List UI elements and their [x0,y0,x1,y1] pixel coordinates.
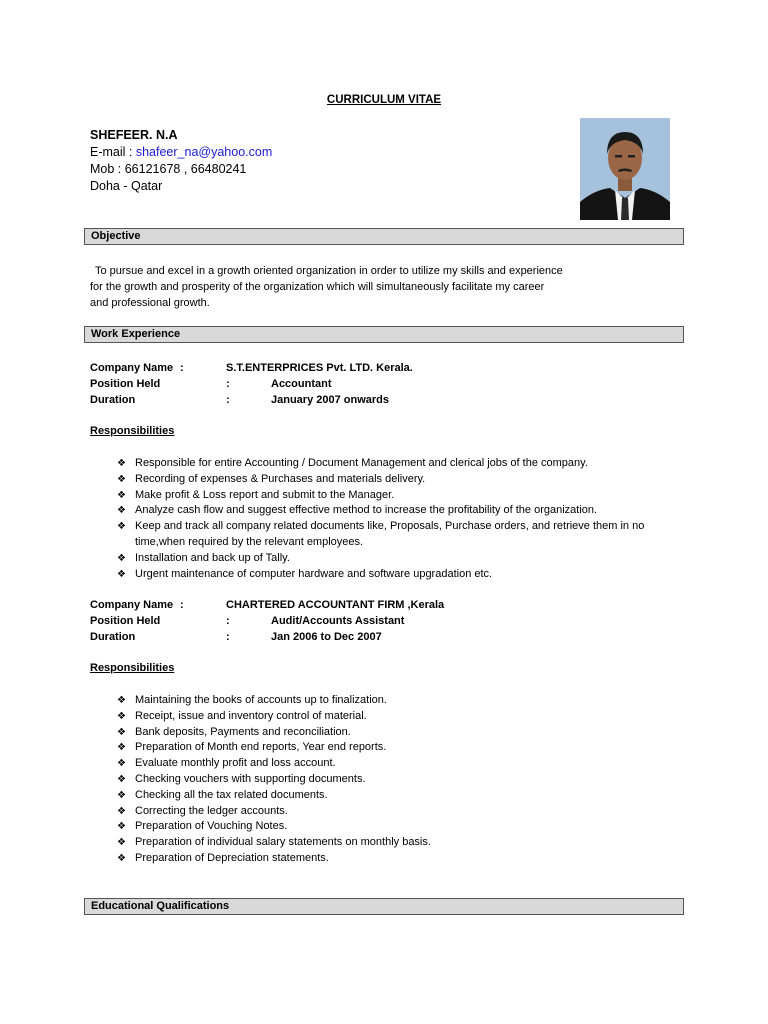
responsibilities-heading: Responsibilities [90,425,175,437]
list-item: ❖ Correcting the ledger accounts. [117,804,687,820]
position-label: Position Held [90,378,161,390]
list-item: ❖ Checking all the tax related documents. [117,788,687,804]
position-value: Accountant [271,378,332,390]
job-details [90,360,650,408]
position-colon: : [226,378,230,390]
bullet-icon: ❖ [117,489,126,501]
list-item: ❖ Preparation of Vouching Notes. [117,819,687,835]
work-experience-heading: Work Experience [84,326,684,343]
duration-label: Duration [90,394,136,406]
responsibilities-heading: Responsibilities [90,662,175,674]
company-name: CHARTERED ACCOUNTANT FIRM ,Kerala [226,599,445,611]
duration-label: Duration [90,631,136,643]
bullet-icon: ❖ [117,789,126,801]
bullet-icon: ❖ [117,773,126,785]
bullet-icon: ❖ [117,837,126,849]
bullet-icon: ❖ [117,458,126,469]
company-row [90,360,650,376]
position-colon: : [226,615,230,627]
objective-text [90,263,610,311]
duration-row [90,629,650,645]
bullet-icon: ❖ [117,852,126,864]
location-line: Doha - Qatar [90,179,163,193]
company-row [90,597,650,613]
objective-heading: Objective [84,228,684,245]
list-item: ❖ Receipt, issue and inventory control of material. [117,709,687,725]
contact-block [90,127,272,195]
duration-value: Jan 2006 to Dec 2007 [271,631,382,643]
duration-value: January 2007 onwards [271,394,390,406]
position-label: Position Held [90,615,161,627]
list-item: ❖ Maintaining the books of accounts up to finalization. [117,693,687,709]
duration-colon: : [226,631,230,643]
profile-photo [580,118,670,220]
objective-line: To pursue and excel in a growth oriented organization in order to utilize my skills and experience [95,265,563,277]
list-item: ❖ Recording of expenses & Purchases and materials delivery. [117,472,687,488]
bullet-icon: ❖ [117,568,126,580]
position-value: Audit/Accounts Assistant [271,615,405,627]
duration-colon: : [226,394,230,406]
bullet-icon: ❖ [117,821,126,833]
position-row [90,613,650,629]
list-item: ❖ Preparation of individual salary statements on monthly basis. [117,835,687,851]
email-line [90,144,272,161]
company-name: S.T.ENTERPRICES Pvt. LTD. Kerala. [226,362,413,374]
responsibilities-list [117,693,687,867]
bullet-icon: ❖ [117,758,126,770]
duration-row [90,392,650,408]
bullet-icon: ❖ [117,695,126,706]
list-item: ❖ Make profit & Loss report and submit to the Manager. [117,488,687,504]
bullet-icon: ❖ [117,521,126,533]
list-item: ❖ Checking vouchers with supporting documents. [117,772,687,788]
list-item: ❖ Installation and back up of Tally. [117,551,687,567]
company-label: Company Name [90,362,174,374]
list-item: ❖ Preparation of Depreciation statements. [117,851,687,867]
company-colon: : [180,599,184,611]
bullet-icon: ❖ [117,473,126,485]
list-item: ❖ Keep and track all company related documents like, Proposals, Purchase orders, and retrieve them in no time,when required by the relevant employees. [117,520,645,548]
bullet-icon: ❖ [117,742,126,754]
bullet-icon: ❖ [117,505,126,517]
objective-line: and professional growth. [90,297,210,309]
objective-line: for the growth and prosperity of the organization which will simultaneously facilitate my career [90,281,545,293]
bullet-icon: ❖ [117,710,126,722]
email-label: E-mail : [90,145,136,159]
list-item: ❖ Bank deposits, Payments and reconciliation. [117,725,687,741]
person-photo-icon [580,118,670,220]
bullet-icon: ❖ [117,805,126,817]
bullet-icon: ❖ [117,726,126,738]
list-item: ❖ Responsible for entire Accounting / Document Management and clerical jobs of the company. [117,456,687,472]
bullet-icon: ❖ [117,552,126,564]
mobile-line: Mob : 66121678 , 66480241 [90,162,247,176]
company-colon: : [180,362,184,374]
document-title: CURRICULUM VITAE [326,94,442,106]
education-heading: Educational Qualifications [84,898,684,915]
position-row [90,376,650,392]
responsibilities-list [117,456,687,582]
list-item: ❖ Preparation of Month end reports, Year end reports. [117,740,687,756]
list-item: ❖ Evaluate monthly profit and loss account. [117,756,687,772]
company-label: Company Name [90,599,174,611]
list-item: ❖ Analyze cash flow and suggest effective method to increase the profitability of the organization. [117,503,687,519]
job-details [90,597,650,645]
list-item: ❖ Urgent maintenance of computer hardware and software upgradation etc. [117,567,687,583]
candidate-name: SHEFEER. N.A [90,128,178,142]
email-link[interactable]: shafeer_na@yahoo.com [135,145,273,159]
